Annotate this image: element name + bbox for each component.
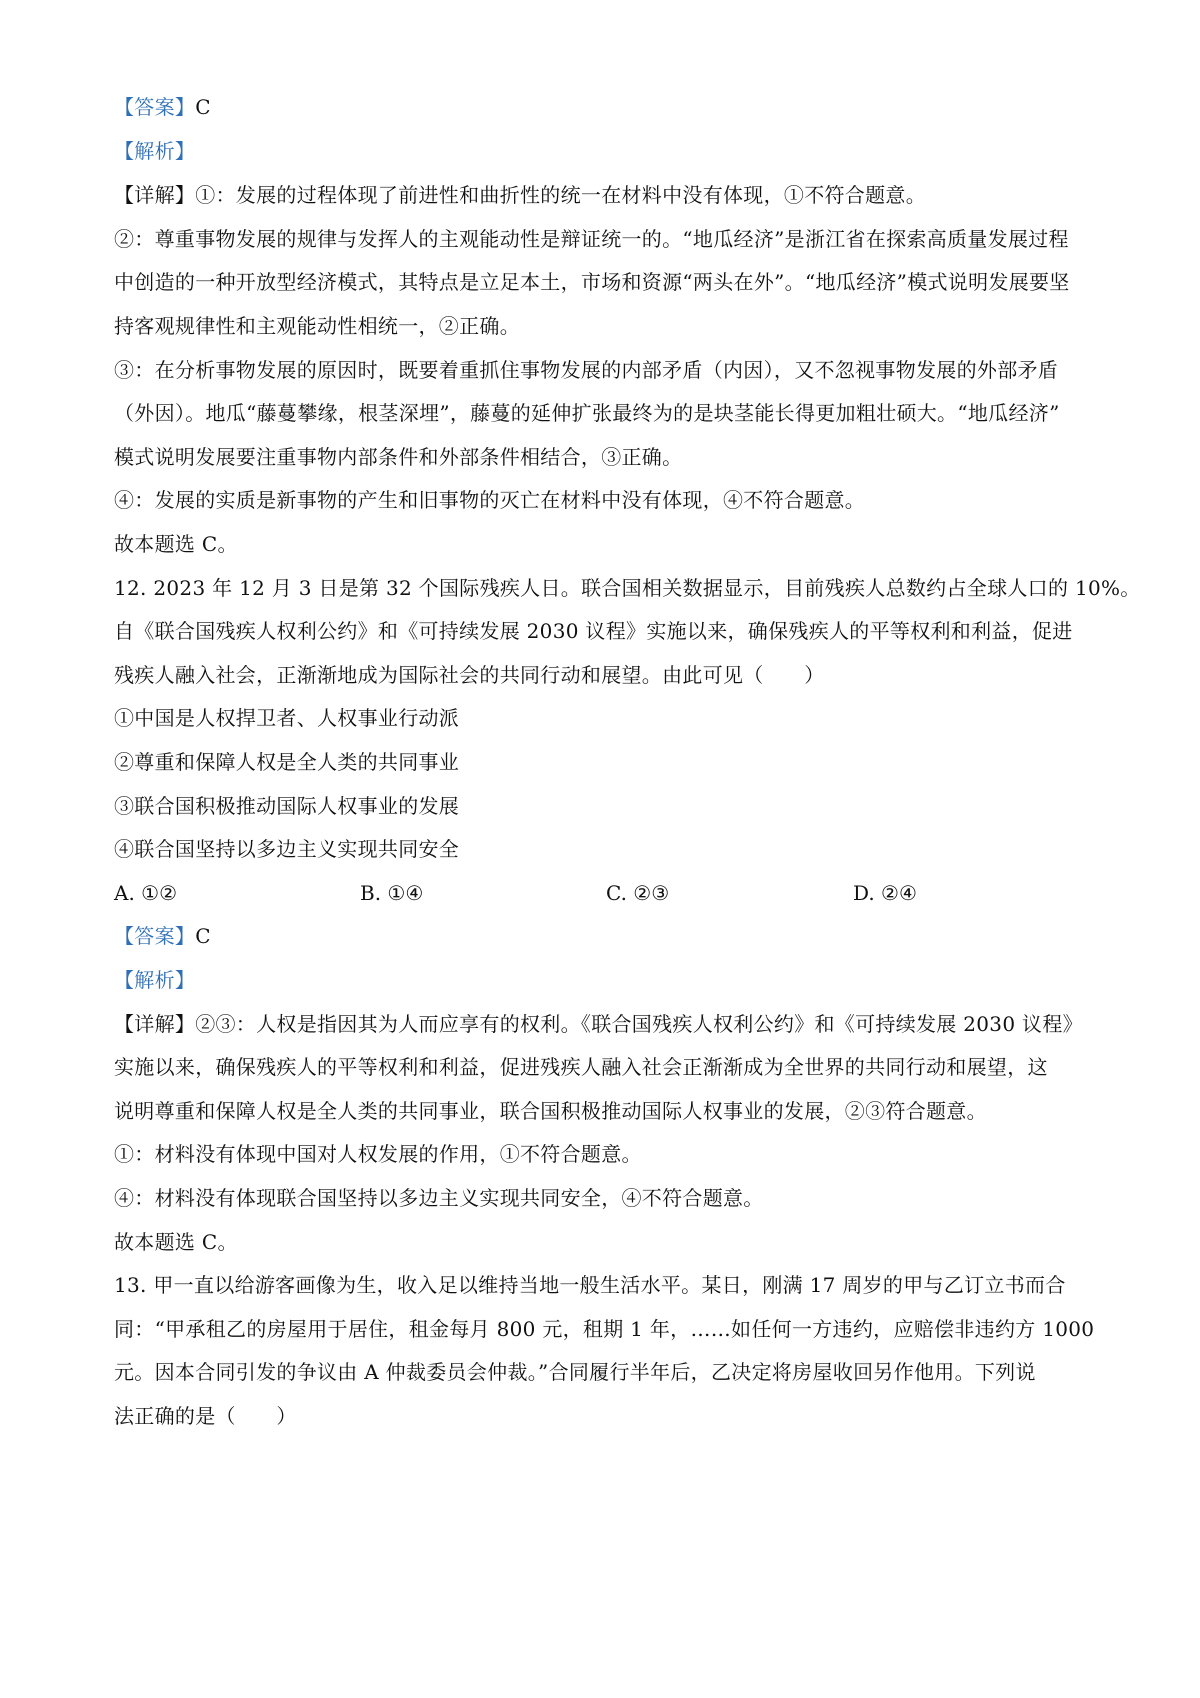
answer-value: C — [195, 95, 211, 119]
q11-explanation-line: ②：尊重事物发展的规律与发挥人的主观能动性是辩证统一的。“地瓜经济”是浙江省在探索高质量发展过程 — [114, 227, 1069, 251]
q11-explanation-line: （外因）。地瓜“藤蔓攀缘，根茎深埋”，藤蔓的延伸扩张最终为的是块茎能长得更加粗壮硕大。“地瓜经济” — [114, 401, 1060, 425]
detail-tag: 【详解】 — [114, 183, 196, 207]
q11-explanation-line: 持客观规律性和主观能动性相统一，②正确。 — [114, 314, 520, 338]
q12-stem-line: 12. 2023 年 12 月 3 日是第 32 个国际残疾人日。联合国相关数据显示，目前残疾人总数约占全球人口的 10%。 — [114, 576, 1141, 600]
q11-conclusion: 故本题选 C。 — [114, 532, 238, 556]
q12-answer — [114, 923, 1104, 949]
answer-tag: 【答案】 — [114, 95, 196, 119]
q12-stem-line: 残疾人融入社会，正渐渐地成为国际社会的共同行动和展望。由此可见（ ） — [114, 663, 825, 687]
answer-tag: 【答案】 — [114, 924, 196, 948]
q11-explanation-line: 中创造的一种开放型经济模式，其特点是立足本土，市场和资源“两头在外”。“地瓜经济”模式说明发展要坚 — [114, 270, 1070, 294]
analysis-tag: 【解析】 — [114, 139, 196, 163]
q12-statement: ④联合国坚持以多边主义实现共同安全 — [114, 837, 460, 861]
q13-stem-line: 同：“甲承租乙的房屋用于居住，租金每月 800 元，租期 1 年，……如任何一方违约，应赔偿非违约方 1000 — [114, 1317, 1095, 1341]
answer-value: C — [195, 924, 211, 948]
q12-option-d: D. ②④ — [853, 881, 917, 905]
q11-explanation-line: 模式说明发展要注重事物内部条件和外部条件相结合，③正确。 — [114, 445, 683, 469]
q11-explanation-line: ④：发展的实质是新事物的产生和旧事物的灭亡在材料中没有体现，④不符合题意。 — [114, 488, 866, 512]
q12-explanation-line: 说明尊重和保障人权是全人类的共同事业，联合国积极推动国际人权事业的发展，②③符合题意。 — [114, 1099, 987, 1123]
analysis-tag: 【解析】 — [114, 968, 196, 992]
q12-explanation-line: 实施以来，确保残疾人的平等权利和利益，促进残疾人融入社会正渐渐成为全世界的共同行动和展望，这 — [114, 1055, 1048, 1079]
q12-stem-line: 自《联合国残疾人权利公约》和《可持续发展 2030 议程》实施以来，确保残疾人的平等权利和利益，促进 — [114, 619, 1073, 643]
q12-explanation-line: ①：材料没有体现中国对人权发展的作用，①不符合题意。 — [114, 1142, 642, 1166]
q12-option-b: B. ①④ — [360, 881, 424, 905]
q12-explanation-line: ④：材料没有体现联合国坚持以多边主义实现共同安全，④不符合题意。 — [114, 1186, 764, 1210]
q12-option-c: C. ②③ — [606, 881, 670, 905]
q12-detail-line — [114, 1011, 1104, 1037]
q12-statement: ③联合国积极推动国际人权事业的发展 — [114, 794, 460, 818]
q11-explanation-line: ③：在分析事物发展的原因时，既要着重抓住事物发展的内部矛盾（内因），又不忽视事物发展的外部矛盾 — [114, 358, 1059, 382]
q12-statement: ①中国是人权捍卫者、人权事业行动派 — [114, 706, 460, 730]
q12-conclusion: 故本题选 C。 — [114, 1230, 238, 1254]
q12-statement: ②尊重和保障人权是全人类的共同事业 — [114, 750, 460, 774]
q13-stem-line: 元。因本合同引发的争议由 A 仲裁委员会仲裁。”合同履行半年后，乙决定将房屋收回另作他用。下列说 — [114, 1360, 1036, 1384]
detail-text: ①：发展的过程体现了前进性和曲折性的统一在材料中没有体现，①不符合题意。 — [195, 183, 927, 207]
q11-answer — [114, 94, 1104, 120]
q13-stem-line: 13. 甲一直以给游客画像为生，收入足以维持当地一般生活水平。某日，刚满 17 周岁的甲与乙订立书而合 — [114, 1273, 1066, 1297]
detail-tag: 【详解】 — [114, 1012, 196, 1036]
q12-analysis-tag — [114, 967, 1104, 993]
q12-option-a: A. ①② — [114, 881, 178, 905]
q11-detail-line — [114, 182, 1104, 208]
q13-stem-line: 法正确的是（ ） — [114, 1404, 297, 1428]
q11-analysis-tag — [114, 138, 1104, 164]
detail-text: ②③：人权是指因其为人而应享有的权利。《联合国残疾人权利公约》和《可持续发展 2030 议程》 — [195, 1012, 1083, 1036]
